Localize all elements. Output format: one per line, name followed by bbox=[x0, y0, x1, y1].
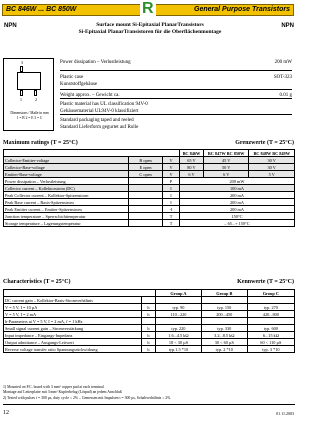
characteristics-title: Characteristics (T = 25°C) bbox=[3, 279, 71, 285]
condition-cell: C open bbox=[129, 171, 163, 178]
table-row bbox=[4, 311, 295, 318]
condition-cell bbox=[129, 199, 163, 206]
package-drawing bbox=[3, 58, 54, 131]
spec-label: Plastic material has UL classification 94V-0 bbox=[60, 102, 148, 107]
value-cell: 60 < 110 µS bbox=[247, 339, 294, 346]
type-label-right: NPN bbox=[281, 23, 294, 29]
value-cell: – 65...+ 150°C bbox=[180, 220, 295, 227]
value-cell: typ. 3 *10 bbox=[247, 346, 294, 353]
footnote: 1) Mounted on P.C. board with 3 mm² copper pad at each terminal bbox=[3, 385, 104, 389]
value-cell bbox=[201, 297, 247, 304]
condition-cell bbox=[129, 206, 163, 213]
parameter-label: Input impedance – Eingangs-Impedanz bbox=[4, 332, 142, 339]
table-cell bbox=[4, 290, 156, 297]
spec-item bbox=[60, 75, 292, 81]
spec-label: Standard packaging taped and reeled bbox=[60, 118, 134, 123]
value-cell bbox=[247, 297, 294, 304]
column-header: Group B bbox=[201, 290, 247, 297]
symbol-cell: h bbox=[142, 311, 156, 318]
symbol-cell: -I bbox=[163, 206, 180, 213]
value-cell: 80 V bbox=[180, 164, 204, 171]
spec-value: 0.01 g bbox=[279, 93, 292, 98]
spec-label: Gehäusematerial UL94V-0 klassifiziert bbox=[60, 109, 139, 114]
value-cell: 200 mA bbox=[180, 199, 295, 206]
parameter-label: Junction temperature – Sperrschichttemperatur bbox=[4, 213, 129, 220]
condition-cell bbox=[129, 213, 163, 220]
value-cell bbox=[156, 318, 202, 325]
parameter-label: Collector current – Kollektorstrom (DC) bbox=[4, 185, 129, 192]
column-header: Group A bbox=[156, 290, 202, 297]
spec-label: Power dissipation – Verlustleistung bbox=[60, 60, 131, 65]
table-row bbox=[4, 339, 295, 346]
symbol-cell bbox=[142, 297, 156, 304]
value-cell: 5 V bbox=[249, 171, 295, 178]
spec-item bbox=[60, 82, 292, 88]
table-row bbox=[4, 318, 295, 325]
value-cell: 1.6...4.5 kΩ bbox=[156, 332, 202, 339]
max-ratings-title-de: Grenzwerte (T = 25°C) bbox=[235, 140, 294, 146]
package-body bbox=[17, 72, 41, 90]
pin-number: 2 bbox=[35, 97, 37, 102]
value-cell: 100 mA bbox=[180, 185, 295, 192]
max-ratings-table bbox=[3, 149, 295, 227]
spec-label: Standard Lieferform gegurtet auf Rolle bbox=[60, 125, 139, 130]
table-header-row bbox=[4, 290, 295, 297]
header-category: General Purpose Transistors bbox=[194, 6, 290, 13]
symbol-cell: I bbox=[163, 185, 180, 192]
parameter-label: Reverse voltage transfer ratio Spannungsrückwirkung bbox=[4, 346, 142, 353]
value-cell: 30 V bbox=[249, 157, 295, 164]
parameter-label: Collector-Base-voltage bbox=[4, 164, 129, 171]
symbol-cell: V bbox=[163, 164, 180, 171]
table-row bbox=[4, 199, 295, 206]
condition-cell: E open bbox=[129, 164, 163, 171]
value-cell: 150°C bbox=[180, 213, 295, 220]
footer-rule bbox=[3, 404, 295, 405]
page-number: 12 bbox=[3, 410, 9, 416]
footnote: Montage auf Leiterplatte mit 3 mm² Kupferbelag (Lötpad) an jedem Anschluß bbox=[3, 390, 122, 394]
spec-label: Weight approx. – Gewicht ca. bbox=[60, 93, 120, 98]
value-cell: 65 V bbox=[180, 157, 204, 164]
parameter-label: V = 5 V, I = 10 µA bbox=[4, 304, 142, 311]
value-cell: 110...220 bbox=[156, 311, 202, 318]
symbol-cell: V bbox=[163, 157, 180, 164]
spec-divider bbox=[60, 89, 292, 90]
column-header: BC 848W BC 849W bbox=[249, 150, 295, 157]
package-pin bbox=[20, 66, 23, 72]
parameter-label: Collector-Emitter-voltage bbox=[4, 157, 129, 164]
symbol-cell: V bbox=[163, 171, 180, 178]
value-cell: 6 V bbox=[203, 171, 249, 178]
condition-cell bbox=[129, 192, 163, 199]
value-cell: 6...15 kΩ bbox=[247, 332, 294, 339]
value-cell: typ. 270 bbox=[247, 304, 294, 311]
value-cell bbox=[156, 297, 202, 304]
value-cell: 30 < 60 µS bbox=[201, 339, 247, 346]
title-english: Surface mount Si-Epitaxial PlanarTransistors bbox=[96, 22, 204, 28]
value-cell: 45 V bbox=[203, 157, 249, 164]
value-cell: 200 mA bbox=[180, 206, 295, 213]
value-cell: 200...450 bbox=[201, 311, 247, 318]
table-row bbox=[4, 332, 295, 339]
table-row bbox=[4, 220, 295, 227]
table-row bbox=[4, 325, 295, 332]
value-cell: 3.2...8.5 kΩ bbox=[201, 332, 247, 339]
symbol-cell: h bbox=[142, 304, 156, 311]
table-row bbox=[4, 157, 295, 164]
type-label-left: NPN bbox=[4, 23, 17, 29]
value-cell: 30 V bbox=[249, 164, 295, 171]
spec-label: Plastic case bbox=[60, 75, 84, 80]
value-cell: 200 mW bbox=[180, 178, 295, 185]
column-header: BC 847W BC 850W bbox=[203, 150, 249, 157]
table-row bbox=[4, 164, 295, 171]
value-cell: typ. 2 *10 bbox=[201, 346, 247, 353]
spec-item bbox=[60, 60, 292, 66]
parameter-label: Output admittance – Ausgangs-Leitwert bbox=[4, 339, 142, 346]
table-row bbox=[4, 297, 295, 304]
brand-logo: R bbox=[140, 1, 156, 17]
symbol-cell: h bbox=[142, 325, 156, 332]
value-cell bbox=[201, 318, 247, 325]
spec-item bbox=[60, 102, 292, 108]
symbol-cell bbox=[142, 318, 156, 325]
symbol-cell: I bbox=[163, 192, 180, 199]
symbol-cell: h bbox=[142, 346, 156, 353]
spec-divider bbox=[60, 114, 292, 115]
spec-label: Kunststoffgehäuse bbox=[60, 82, 98, 87]
spec-divider bbox=[60, 70, 292, 71]
symbol-cell: T bbox=[163, 213, 180, 220]
symbol-cell: T bbox=[163, 220, 180, 227]
package-pin bbox=[34, 90, 37, 96]
footer-date: 01.11.2003 bbox=[276, 411, 294, 416]
title-german: Si-Epitaxial PlanarTransistoren für die Oberflächenmontage bbox=[78, 29, 222, 35]
table-row bbox=[4, 178, 295, 185]
value-cell bbox=[247, 318, 294, 325]
table-header-row bbox=[4, 150, 295, 157]
value-cell: typ. 330 bbox=[201, 325, 247, 332]
value-cell: typ. 150 bbox=[201, 304, 247, 311]
table-row bbox=[4, 206, 295, 213]
table-row bbox=[4, 213, 295, 220]
parameter-label: Storage temperature – Lagerungstemperatur bbox=[4, 220, 129, 227]
symbol-cell: I bbox=[163, 199, 180, 206]
condition-cell bbox=[129, 220, 163, 227]
characteristics-table bbox=[3, 289, 295, 353]
parameter-label: Power dissipation – Verlustleistung bbox=[4, 178, 129, 185]
parameter-label: Small signal current gain – Stromverstärkung bbox=[4, 325, 142, 332]
symbol-cell: P bbox=[163, 178, 180, 185]
parameter-label: Emitter-Base-voltage bbox=[4, 171, 129, 178]
table-row bbox=[4, 171, 295, 178]
table-row bbox=[4, 185, 295, 192]
table-row bbox=[4, 304, 295, 311]
spec-value: 200 mW bbox=[274, 60, 292, 65]
characteristics-title-de: Kennwerte (T = 25°C) bbox=[237, 279, 294, 285]
value-cell: 50 V bbox=[203, 164, 249, 171]
spec-item bbox=[60, 125, 292, 131]
value-cell: typ. 90 bbox=[156, 304, 202, 311]
column-header: BC 846W bbox=[180, 150, 204, 157]
value-cell: 200 mA bbox=[180, 192, 295, 199]
parameter-label: Peak Collector current – Kollektor-Spitzenstrom bbox=[4, 192, 129, 199]
symbol-cell: h bbox=[142, 339, 156, 346]
value-cell: 6 V bbox=[180, 171, 204, 178]
max-ratings-title: Maximum ratings (T = 25°C) bbox=[3, 140, 78, 146]
parameter-label: Peak Emitter current – Emitter-Spitzenstrom bbox=[4, 206, 129, 213]
table-row bbox=[4, 192, 295, 199]
footnote: 2) Tested with pulses t = 300 µs, duty cycle ≤ 2% – Gemessen mit Impulsen t = 300 µs, Schaltverhältnis ≤ 2% bbox=[3, 396, 171, 400]
header-part-range: BC 846W ... BC 850W bbox=[6, 6, 77, 13]
table-row bbox=[4, 346, 295, 353]
condition-cell: B open bbox=[129, 157, 163, 164]
pin-number: 1 bbox=[20, 97, 22, 102]
spec-divider bbox=[60, 98, 292, 99]
spec-item bbox=[60, 118, 292, 124]
parameter-label: DC current gain – Kollektor-Basis-Stromverhältnis bbox=[4, 297, 142, 304]
pin-number: 3 bbox=[21, 60, 23, 65]
parameter-label: Peak Base current – Basis-Spitzenstrom bbox=[4, 199, 129, 206]
value-cell: 420...800 bbox=[247, 311, 294, 318]
condition-cell bbox=[129, 178, 163, 185]
column-header: Group C bbox=[247, 290, 294, 297]
table-cell bbox=[4, 150, 180, 157]
value-cell: typ.1.5 *10 bbox=[156, 346, 202, 353]
value-cell: typ. 220 bbox=[156, 325, 202, 332]
symbol-cell: h bbox=[142, 332, 156, 339]
value-cell: 18 < 30 µS bbox=[156, 339, 202, 346]
condition-cell bbox=[129, 185, 163, 192]
parameter-label: h-Parameters at V = 5 V, I = 2 mA, f = 1 kHz bbox=[4, 318, 142, 325]
spec-value: SOT-323 bbox=[273, 75, 292, 80]
value-cell: typ. 600 bbox=[247, 325, 294, 332]
parameter-label: V = 5 V, I = 2 mA bbox=[4, 311, 142, 318]
package-caption: Dimensions / Maße in mm 1 = B 2 = E 3 = C bbox=[10, 111, 49, 120]
package-pin bbox=[20, 90, 23, 96]
